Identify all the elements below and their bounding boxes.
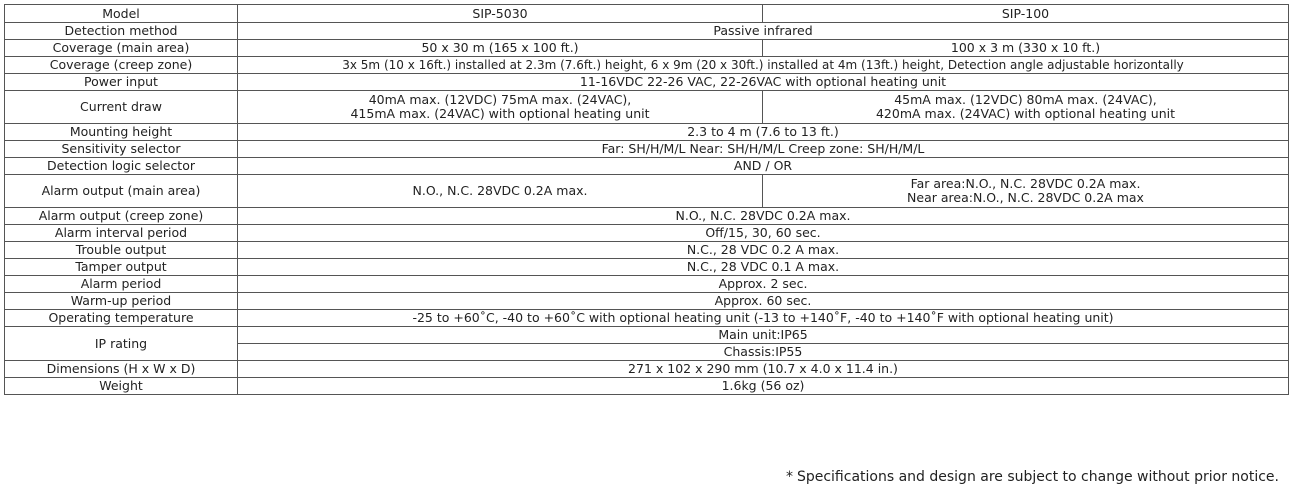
footnote (786, 468, 1279, 486)
alarm-period-value: Approx. 2 sec. (238, 276, 1289, 293)
header-row (5, 5, 1289, 23)
alarm-interval-label: Alarm interval period (5, 225, 238, 242)
alarm-output-creep-value: N.O., N.C. 28VDC 0.2A max. (238, 208, 1289, 225)
tamper-output-label: Tamper output (5, 259, 238, 276)
power-input-label: Power input (5, 74, 238, 91)
coverage-main-label: Coverage (main area) (5, 40, 238, 57)
asterisk-symbol: * (785, 469, 793, 485)
dimensions-label: Dimensions (H x W x D) (5, 361, 238, 378)
coverage-main-sip-5030: 50 x 30 m (165 x 100 ft.) (238, 40, 763, 57)
alarm-period-label: Alarm period (5, 276, 238, 293)
coverage-main-row (5, 40, 1289, 57)
trouble-output-value: N.C., 28 VDC 0.2 A max. (238, 242, 1289, 259)
alarm-period-row (5, 276, 1289, 293)
current-draw-sip-100 (763, 91, 1289, 124)
current-draw-sip-100-line1: 45mA max. (12VDC) 80mA max. (24VAC), (894, 92, 1157, 107)
dimensions-row (5, 361, 1289, 378)
tamper-output-value: N.C., 28 VDC 0.1 A max. (238, 259, 1289, 276)
current-draw-label: Current draw (5, 91, 238, 124)
sensitivity-selector-value: Far: SH/H/M/L Near: SH/H/M/L Creep zone: SH/H/M/L (238, 141, 1289, 158)
sensitivity-selector-row (5, 141, 1289, 158)
coverage-creep-label: Coverage (creep zone) (5, 57, 238, 74)
weight-value: 1.6kg (56 oz) (238, 378, 1289, 395)
model-sip-5030: SIP-5030 (238, 5, 763, 23)
alarm-output-creep-label: Alarm output (creep zone) (5, 208, 238, 225)
sensitivity-selector-label: Sensitivity selector (5, 141, 238, 158)
alarm-output-far-area: Far area:N.O., N.C. 28VDC 0.2A max. (910, 176, 1141, 191)
operating-temperature-value: -25 to +60˚C, -40 to +60˚C with optional heating unit (-13 to +140˚F, -40 to +140˚F with optional heating unit) (238, 310, 1289, 327)
ip-rating-label: IP rating (5, 327, 238, 361)
current-draw-sip-5030-line1: 40mA max. (12VDC) 75mA max. (24VAC), (368, 92, 632, 107)
alarm-output-main-row (5, 175, 1289, 208)
alarm-output-main-sip-5030: N.O., N.C. 28VDC 0.2A max. (238, 175, 763, 208)
coverage-creep-value: 3x 5m (10 x 16ft.) installed at 2.3m (7.6ft.) height, 6 x 9m (20 x 30ft.) installed at 4m (13ft.) height, Detection angle adjustable horizontally (238, 57, 1289, 74)
operating-temperature-row (5, 310, 1289, 327)
specifications-table (4, 4, 1289, 395)
weight-label: Weight (5, 378, 238, 395)
detection-logic-row (5, 158, 1289, 175)
mounting-height-row (5, 124, 1289, 141)
alarm-interval-row (5, 225, 1289, 242)
current-draw-sip-5030-line2: 415mA max. (24VAC) with optional heating unit (350, 106, 650, 121)
warmup-period-label: Warm-up period (5, 293, 238, 310)
alarm-output-main-sip-100 (763, 175, 1289, 208)
coverage-creep-row (5, 57, 1289, 74)
warmup-period-row (5, 293, 1289, 310)
warmup-period-value: Approx. 60 sec. (238, 293, 1289, 310)
tamper-output-row (5, 259, 1289, 276)
trouble-output-label: Trouble output (5, 242, 238, 259)
ip-rating-main-unit: Main unit:IP65 (238, 327, 1289, 344)
alarm-interval-value: Off/15, 30, 60 sec. (238, 225, 1289, 242)
model-sip-100: SIP-100 (763, 5, 1289, 23)
detection-method-row (5, 23, 1289, 40)
mounting-height-value: 2.3 to 4 m (7.6 to 13 ft.) (238, 124, 1289, 141)
footnote-text: Specifications and design are subject to change without prior notice. (796, 469, 1279, 485)
current-draw-sip-5030 (238, 91, 763, 124)
mounting-height-label: Mounting height (5, 124, 238, 141)
current-draw-row (5, 91, 1289, 124)
coverage-main-sip-100: 100 x 3 m (330 x 10 ft.) (763, 40, 1289, 57)
detection-method-value: Passive infrared (238, 23, 1289, 40)
ip-rating-chassis: Chassis:IP55 (238, 344, 1289, 361)
detection-method-label: Detection method (5, 23, 238, 40)
dimensions-value: 271 x 102 x 290 mm (10.7 x 4.0 x 11.4 in.) (238, 361, 1289, 378)
alarm-output-main-label: Alarm output (main area) (5, 175, 238, 208)
model-label: Model (5, 5, 238, 23)
operating-temperature-label: Operating temperature (5, 310, 238, 327)
alarm-output-creep-row (5, 208, 1289, 225)
detection-logic-label: Detection logic selector (5, 158, 238, 175)
detection-logic-value: AND / OR (238, 158, 1289, 175)
power-input-value: 11-16VDC 22-26 VAC, 22-26VAC with optional heating unit (238, 74, 1289, 91)
current-draw-sip-100-line2: 420mA max. (24VAC) with optional heating unit (875, 106, 1175, 121)
alarm-output-near-area: Near area:N.O., N.C. 28VDC 0.2A max (907, 190, 1144, 205)
weight-row (5, 378, 1289, 395)
trouble-output-row (5, 242, 1289, 259)
power-input-row (5, 74, 1289, 91)
ip-rating-row-main (5, 327, 1289, 344)
